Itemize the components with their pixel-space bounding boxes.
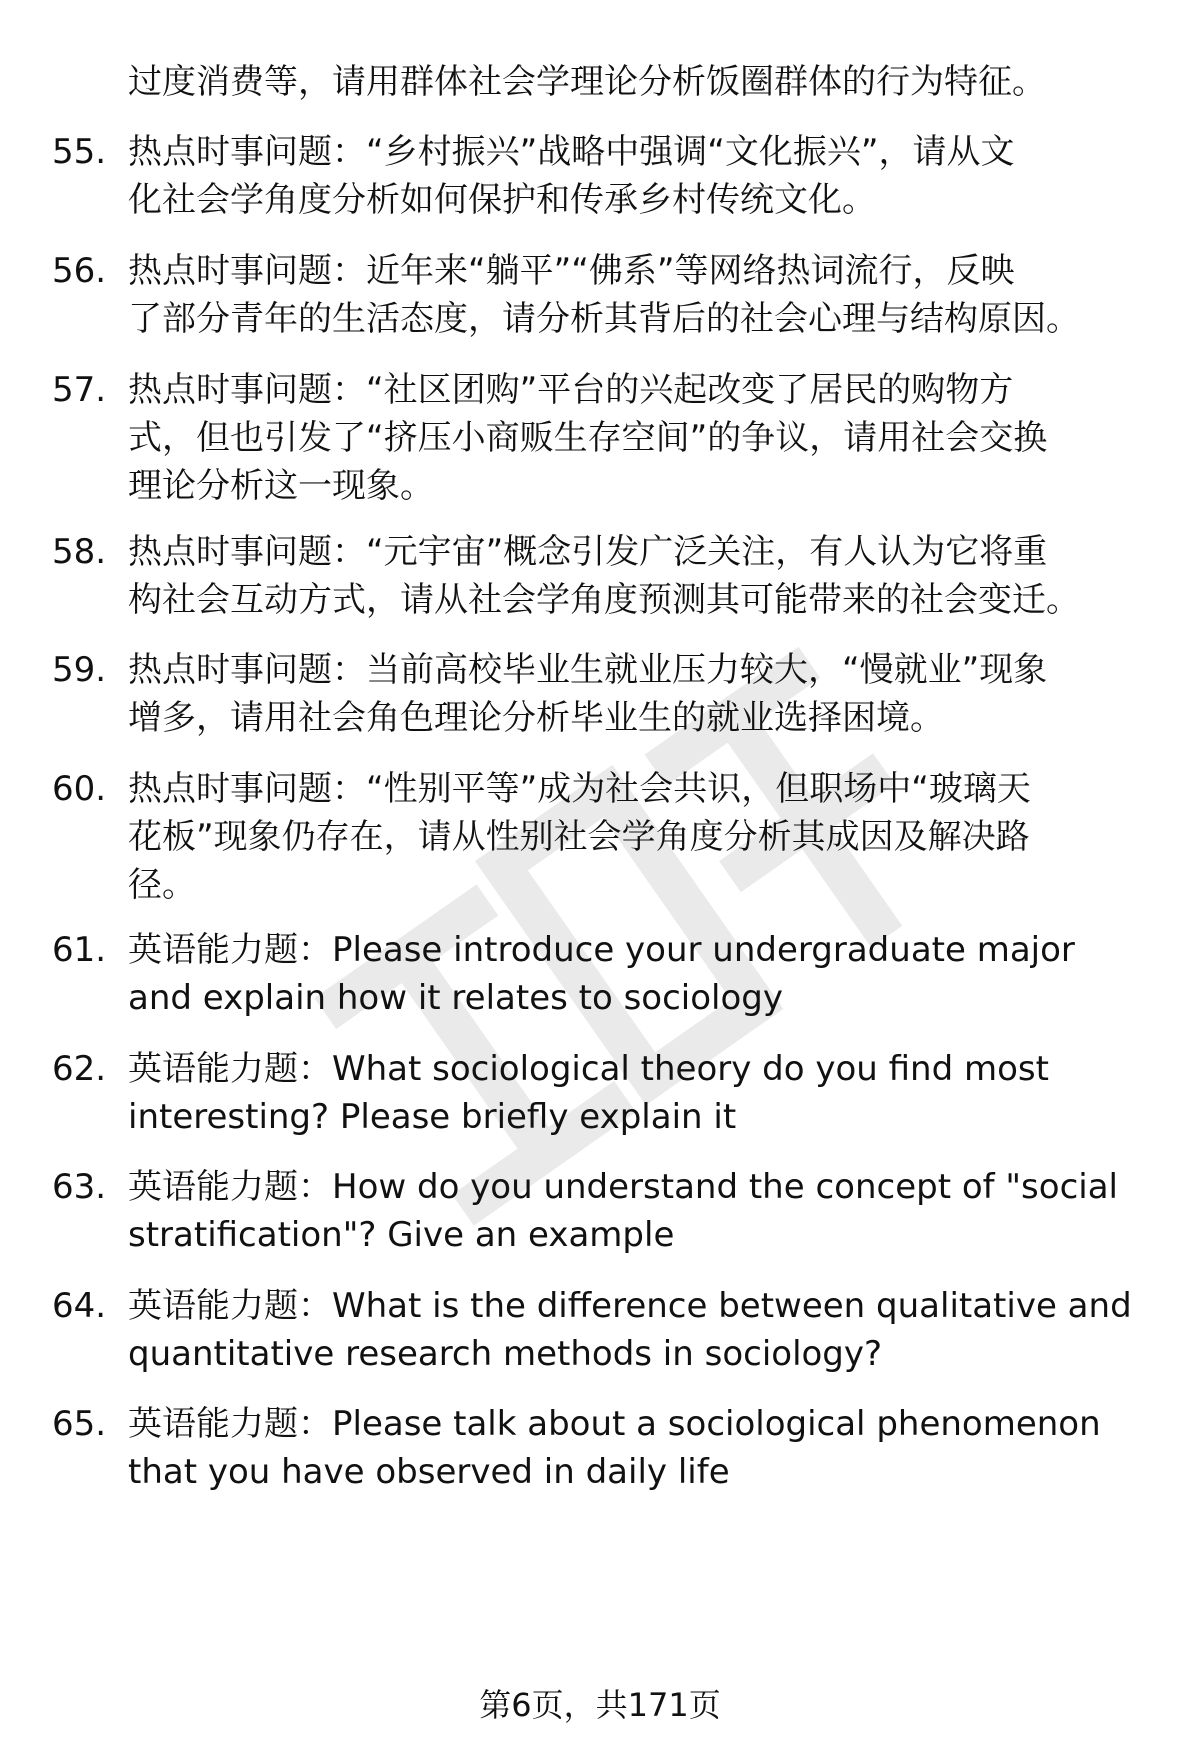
question-line: 了部分青年的生活态度，请分析其背后的社会心理与结构原因。 — [128, 299, 1080, 339]
question-line: 理论分析这一现象。 — [128, 466, 434, 506]
question-line: 英语能力题：Please talk about a sociological phenomenon — [128, 1404, 1101, 1444]
question-line: 径。 — [128, 865, 196, 905]
question-line: interesting? Please briefly explain it — [128, 1097, 737, 1137]
question-number: 65. — [52, 1404, 107, 1444]
question-number: 60. — [52, 769, 107, 809]
question-number: 56. — [52, 251, 107, 291]
question-line: 热点时事问题：“乡村振兴”战略中强调“文化振兴”，请从文 — [128, 132, 1015, 172]
question-line: 热点时事问题：当前高校毕业生就业压力较大，“慢就业”现象 — [128, 650, 1048, 690]
question-number: 55. — [52, 132, 107, 172]
question-line: stratification"? Give an example — [128, 1215, 675, 1255]
question-line: that you have observed in daily life — [128, 1452, 730, 1492]
question-line: 英语能力题：How do you understand the concept of "social — [128, 1167, 1118, 1207]
question-line: 增多，请用社会角色理论分析毕业生的就业选择困境。 — [128, 698, 944, 738]
question-number: 62. — [52, 1049, 107, 1089]
question-text — [128, 528, 1148, 624]
question-text — [128, 1282, 1148, 1378]
question-line: 式，但也引发了“挤压小商贩生存空间”的争议，请用社会交换 — [128, 418, 1048, 458]
question-line: 英语能力题：What sociological theory do you find most — [128, 1049, 1049, 1089]
question-line: 花板”现象仍存在，请从性别社会学角度分析其成因及解决路 — [128, 817, 1030, 857]
page-number-footer: 第6页，共171页 — [479, 1686, 721, 1724]
question-text — [128, 128, 1148, 224]
question-text — [128, 1400, 1148, 1496]
question-line: 化社会学角度分析如何保护和传承乡村传统文化。 — [128, 180, 876, 220]
question-number: 61. — [52, 930, 107, 970]
question-line: 热点时事问题：“性别平等”成为社会共识，但职场中“玻璃天 — [128, 769, 1031, 809]
question-number: 64. — [52, 1286, 107, 1326]
question-line: 英语能力题：Please introduce your undergraduate major — [128, 930, 1075, 970]
question-line: 热点时事问题：“社区团购”平台的兴起改变了居民的购物方 — [128, 370, 1014, 410]
question-text — [128, 646, 1148, 742]
question-line: 英语能力题：What is the difference between qualitative and — [128, 1286, 1132, 1326]
question-text — [128, 926, 1148, 1022]
question-number: 58. — [52, 532, 107, 572]
question-line: and explain how it relates to sociology — [128, 978, 783, 1018]
question-line: 热点时事问题：近年来“躺平”“佛系”等网络热词流行，反映 — [128, 251, 1015, 291]
question-text — [128, 1163, 1148, 1259]
question-line: quantitative research methods in sociology? — [128, 1334, 883, 1374]
continued-question-text: 过度消费等，请用群体社会学理论分析饭圈群体的行为特征。 — [128, 62, 1046, 102]
question-line: 构社会互动方式，请从社会学角度预测其可能带来的社会变迁。 — [128, 580, 1080, 620]
question-line: 热点时事问题：“元宇宙”概念引发广泛关注，有人认为它将重 — [128, 532, 1048, 572]
question-number: 57. — [52, 370, 107, 410]
question-text — [128, 1045, 1148, 1141]
question-text — [128, 366, 1148, 510]
question-text — [128, 765, 1148, 909]
question-number: 59. — [52, 650, 107, 690]
question-text — [128, 247, 1148, 343]
question-number: 63. — [52, 1167, 107, 1207]
